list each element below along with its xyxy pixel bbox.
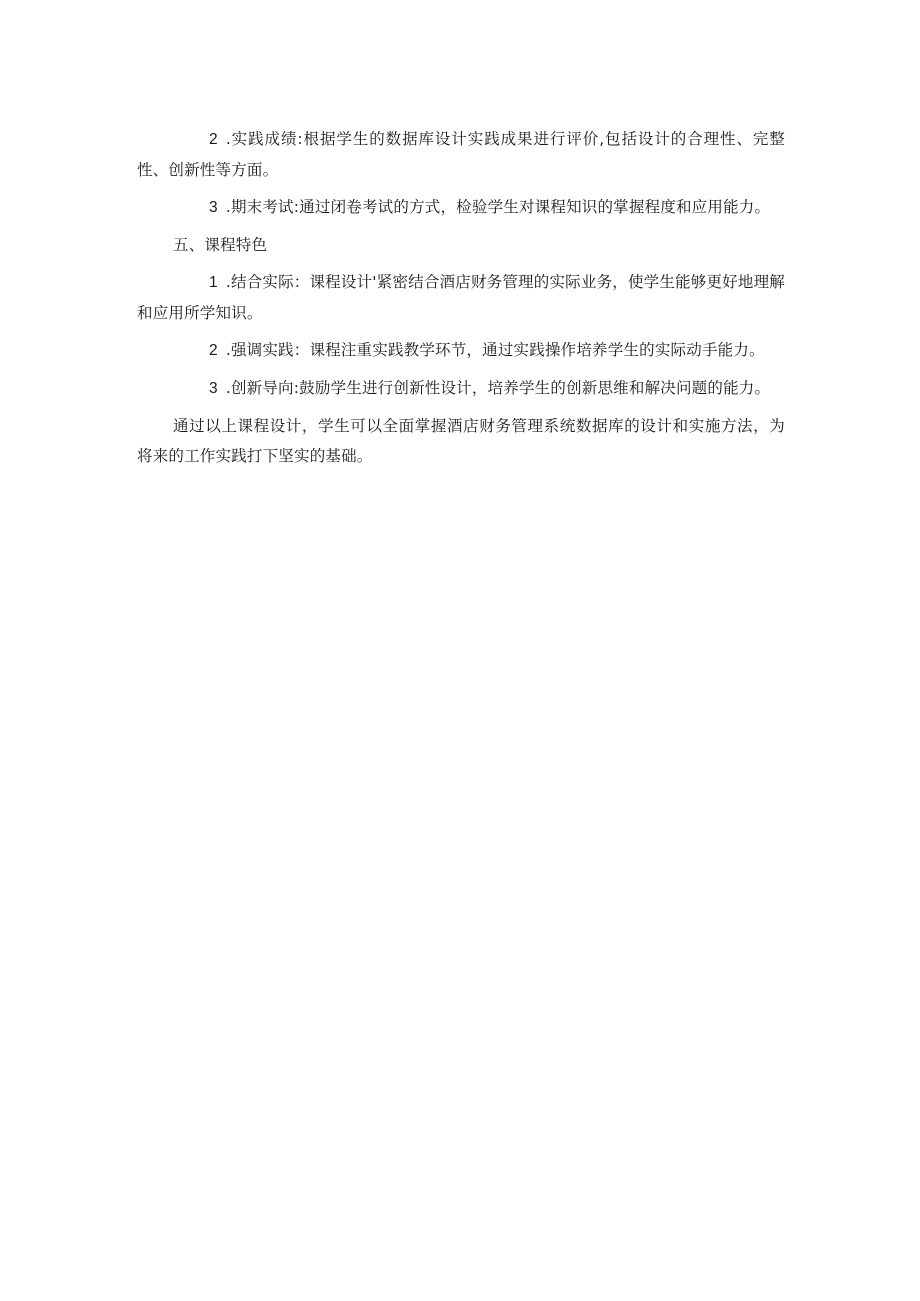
list-item-number: 2	[209, 131, 218, 148]
list-item-text: .期末考试:通过闭卷考试的方式，检验学生对课程知识的掌握程度和应用能力。	[225, 198, 771, 216]
list-item-number: 3	[209, 380, 218, 397]
list-item-number: 1	[209, 274, 218, 291]
list-item-text: .结合实际：课程设计'紧密结合酒店财务管理的实际业务，使学生能够更好地理解和应用所学知识。	[137, 273, 785, 322]
list-item-text: .实践成绩:根据学生的数据库设计实践成果进行评价,包括设计的合理性、完整性、创新性等方面。	[137, 130, 785, 179]
feature-item-practical	[137, 267, 785, 328]
list-item-final-exam	[137, 192, 785, 223]
list-item-text: .创新导向:鼓励学生进行创新性设计，培养学生的创新思维和解决问题的能力。	[225, 379, 771, 397]
feature-item-innovation	[137, 373, 785, 404]
document-body	[137, 124, 785, 471]
list-item-text: .强调实践：课程注重实践教学环节，通过实践操作培养学生的实际动手能力。	[225, 341, 765, 359]
conclusion-paragraph: 通过以上课程设计，学生可以全面掌握酒店财务管理系统数据库的设计和实施方法，为将来的工作实践打下坚实的基础。	[137, 417, 785, 465]
list-item-number: 3	[209, 199, 218, 216]
list-item-number: 2	[209, 342, 218, 359]
section-heading: 五、课程特色	[173, 236, 268, 254]
feature-item-practice	[137, 335, 785, 366]
list-item-practice-score	[137, 124, 785, 185]
